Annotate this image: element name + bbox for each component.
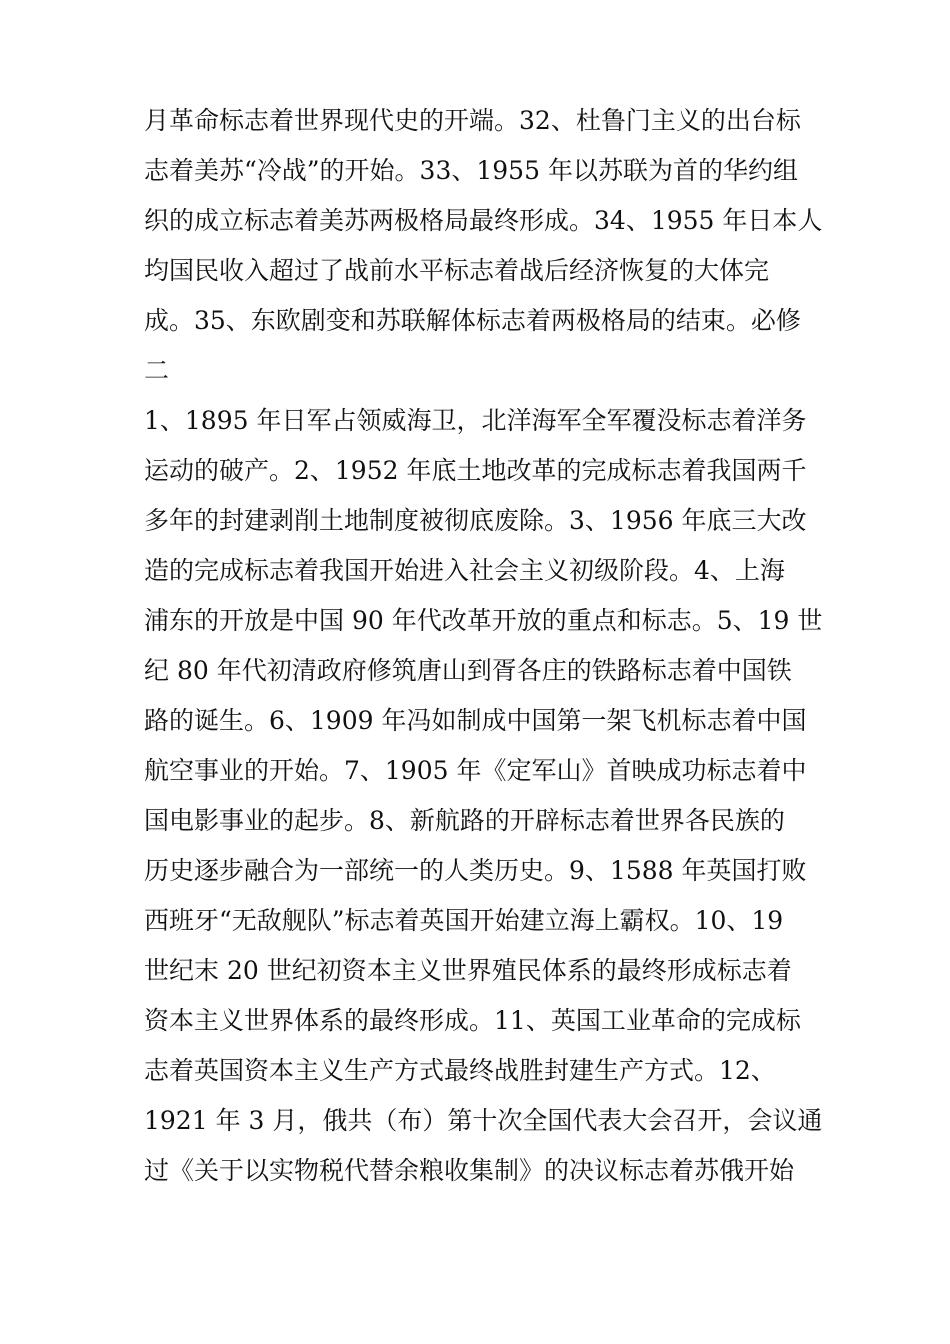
- text-line-15: 国电影事业的起步。8、新航路的开辟标志着世界各民族的: [144, 806, 785, 835]
- text-line-22: 过《关于以实物税代替余粮收集制》的决议标志着苏俄开始: [144, 1156, 795, 1185]
- text-line-16: 历史逐步融合为一部统一的人类历史。9、1588 年英国打败: [144, 856, 807, 885]
- text-line-1: 月革命标志着世界现代史的开端。32、杜鲁门主义的出台标: [144, 106, 801, 135]
- text-line-12: 纪 80 年代初清政府修筑唐山到胥各庄的铁路标志着中国铁: [144, 656, 792, 685]
- text-line-11: 浦东的开放是中国 90 年代改革开放的重点和标志。5、19 世: [144, 606, 823, 635]
- text-line-17: 西班牙“无敌舰队”标志着英国开始建立海上霸权。10、19: [144, 906, 784, 935]
- text-line-9: 多年的封建剥削土地制度被彻底废除。3、1956 年底三大改: [144, 506, 807, 535]
- text-line-14: 航空事业的开始。7、1905 年《定军山》首映成功标志着中: [144, 756, 807, 785]
- text-line-19: 资本主义世界体系的最终形成。11、英国工业革命的完成标: [144, 1006, 801, 1035]
- text-line-2: 志着美苏“冷战”的开始。33、1955 年以苏联为首的华约组: [144, 156, 798, 185]
- text-line-7: 1、1895 年日军占领威海卫，北洋海军全军覆没标志着洋务: [144, 406, 807, 435]
- text-line-18: 世纪末 20 世纪初资本主义世界殖民体系的最终形成标志着: [144, 956, 792, 985]
- text-line-4: 均国民收入超过了战前水平标志着战后经济恢复的大体完: [144, 256, 770, 285]
- text-line-13: 路的诞生。6、1909 年冯如制成中国第一架飞机标志着中国: [144, 706, 807, 735]
- text-line-8: 运动的破产。2、1952 年底土地改革的完成标志着我国两千: [144, 456, 807, 485]
- text-line-3: 织的成立标志着美苏两极格局最终形成。34、1955 年日本人: [144, 206, 823, 235]
- text-line-20: 志着英国资本主义生产方式最终战胜封建生产方式。12、: [144, 1056, 776, 1085]
- text-line-6: 二: [144, 356, 170, 385]
- text-line-5: 成。35、东欧剧变和苏联解体标志着两极格局的结束。必修: [144, 306, 801, 335]
- text-line-21: 1921 年 3 月，俄共（布）第十次全国代表大会召开，会议通: [144, 1106, 823, 1135]
- text-line-10: 造的完成标志着我国开始进入社会主义初级阶段。4、上海: [144, 556, 785, 585]
- document-body: [144, 96, 824, 1196]
